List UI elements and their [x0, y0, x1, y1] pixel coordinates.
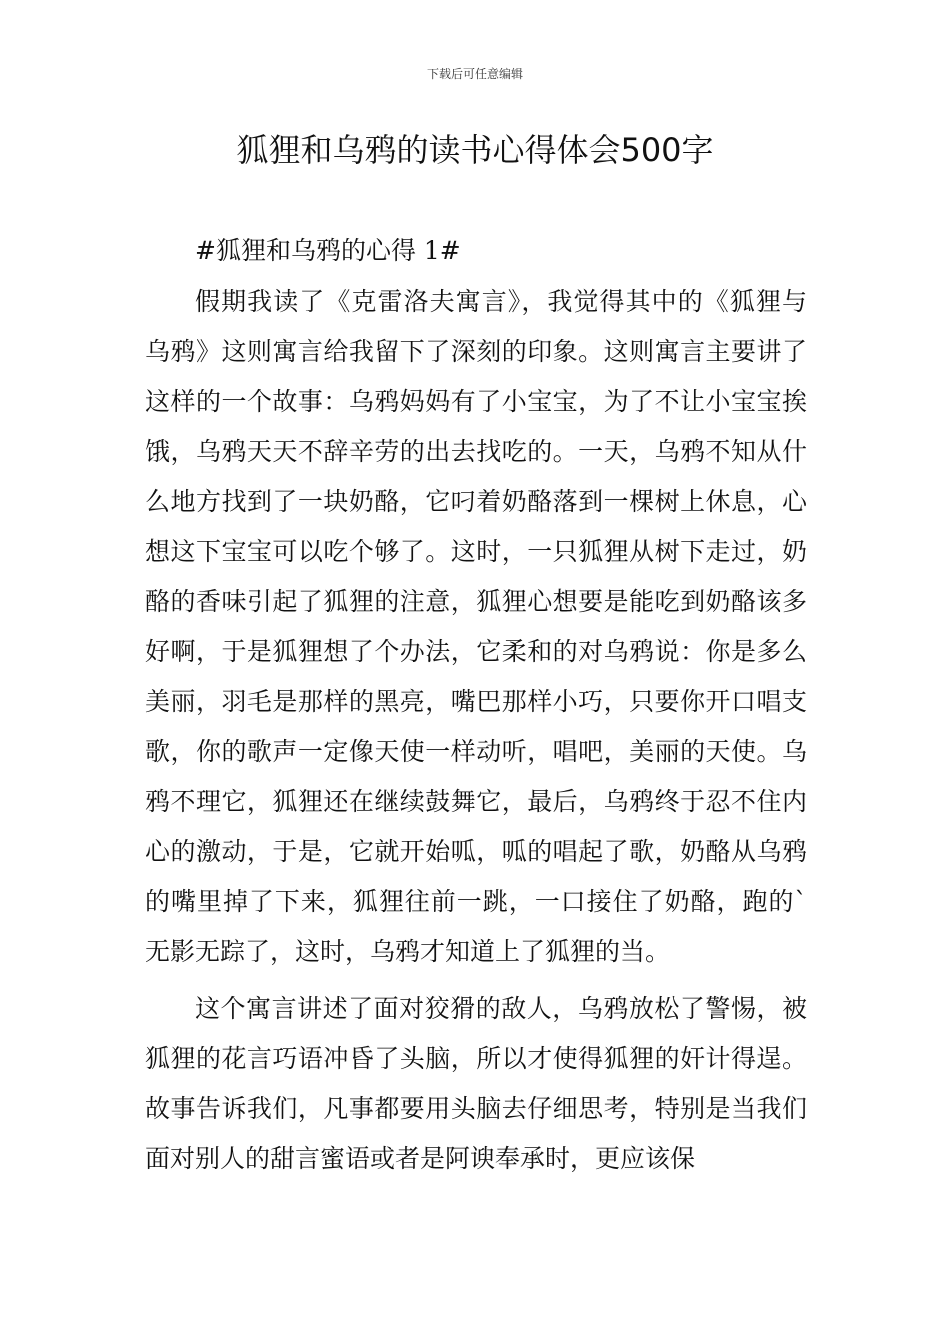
body-paragraph-2: 这个寓言讲述了面对狡猾的敌人，乌鸦放松了警惕，被狐狸的花言巧语冲昏了头脑，所以才使得狐狸的奸计得逞。故事告诉我们，凡事都要用头脑去仔细思考，特别是当我们面对别人的甜言蜜语或者是阿谀奉承时，更应该保 — [145, 994, 807, 1173]
document-body — [145, 226, 807, 1184]
page-title: 狐狸和乌鸦的读书心得体会500字 — [236, 131, 714, 169]
section-heading: #狐狸和乌鸦的心得 1# — [195, 236, 461, 265]
header-note: 下载后可任意编辑 — [426, 67, 523, 81]
body-paragraph-1: 假期我读了《克雷洛夫寓言》，我觉得其中的《狐狸与乌鸦》这则寓言给我留下了深刻的印象。这则寓言主要讲了这样的一个故事：乌鸦妈妈有了小宝宝，为了不让小宝宝挨饿，乌鸦天天不辞辛劳的出去找吃的。一天，乌鸦不知从什么地方找到了一块奶酪，它叼着奶酪落到一棵树上休息，心想这下宝宝可以吃个够了。这时，一只狐狸从树下走过，奶酪的香味引起了狐狸的注意，狐狸心想要是能吃到奶酪该多好啊，于是狐狸想了个办法，它柔和的对乌鸦说：你是多么美丽，羽毛是那样的黑亮，嘴巴那样小巧，只要你开口唱支歌，你的歌声一定像天使一样动听，唱吧，美丽的天使。乌鸦不理它，狐狸还在继续鼓舞它，最后，乌鸦终于忍不住内心的激动，于是，它就开始呱，呱的唱起了歌，奶酪从乌鸦的嘴里掉了下来，狐狸往前一跳，一口接住了奶酪，跑的`无影无踪了，这时，乌鸦才知道上了狐狸的当。 — [145, 287, 807, 966]
